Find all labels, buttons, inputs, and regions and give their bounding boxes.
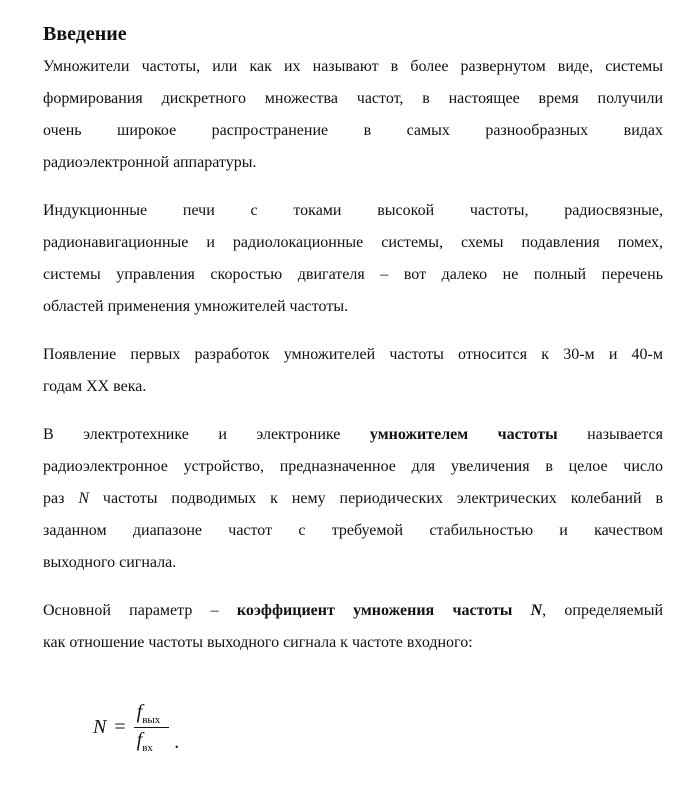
text-run: очень широкое распространение в самых разнообразных видах — [43, 122, 663, 139]
formula-frequency-multiplication-ratio — [93, 701, 663, 754]
formula-fraction — [134, 701, 170, 754]
text-line — [43, 419, 663, 451]
text-line — [43, 451, 663, 483]
text-run: формирования дискретного множества частот, в настоящее время получили — [43, 90, 663, 107]
italic-run: N — [78, 490, 90, 507]
bold-run: коэффициент умножения частоты — [236, 602, 531, 619]
text-line — [43, 371, 663, 403]
text-run: системы управления скоростью двигателя – вот далеко не полный перечень — [43, 266, 663, 283]
bold-run: умножителем частоты — [369, 426, 558, 443]
text-run: , определяемый — [542, 602, 664, 619]
text-run: радиоэлектронной аппаратуры. — [43, 154, 257, 171]
text-run: радионавигационные и радиолокационные системы, схемы подавления помех, — [43, 234, 663, 251]
denominator-subscript: вх — [142, 742, 153, 754]
text-line — [43, 83, 663, 115]
paragraph — [43, 51, 663, 179]
text-line — [43, 147, 663, 179]
text-line — [43, 51, 663, 83]
text-line — [43, 227, 663, 259]
bold-italic-run: N — [530, 602, 543, 619]
page-title: Введение — [43, 23, 127, 45]
paragraph — [43, 195, 663, 323]
text-line — [43, 627, 663, 659]
text-line — [43, 515, 663, 547]
text-run: раз — [43, 490, 79, 507]
formula-denominator — [134, 728, 170, 754]
document-body — [43, 51, 663, 659]
text-line — [43, 259, 663, 291]
text-run: частоты подводимых к нему периодических электрических колебаний в — [89, 490, 663, 507]
text-run: как отношение частоты выходного сигнала к частоте входного: — [43, 634, 473, 651]
formula-trailing-period: . — [174, 731, 180, 753]
text-run: Умножители частоты, или как их называют в более развернутом виде, системы — [43, 58, 663, 75]
numerator-symbol: f — [136, 701, 143, 723]
text-line — [43, 595, 663, 627]
text-run: заданном диапазоне частот с требуемой стабильностью и качеством — [43, 522, 663, 539]
text-run: выходного сигнала. — [43, 554, 177, 571]
paragraph — [43, 419, 663, 579]
numerator-subscript: вых — [142, 714, 161, 726]
text-run: называется — [557, 426, 663, 443]
text-run: радиоэлектронное устройство, предназначенное для увеличения в целое число — [43, 458, 663, 475]
text-line — [43, 291, 663, 323]
denominator-symbol: f — [136, 729, 143, 751]
paragraph — [43, 595, 663, 659]
text-run: областей применения умножителей частоты. — [43, 298, 349, 315]
formula-numerator — [134, 701, 170, 728]
text-line — [43, 339, 663, 371]
paragraph — [43, 339, 663, 403]
text-line — [43, 195, 663, 227]
text-line — [43, 483, 663, 515]
text-run: Индукционные печи с токами высокой частоты, радиосвязные, — [43, 202, 663, 219]
text-run: Основной параметр – — [43, 602, 237, 619]
formula-variable: N — [93, 716, 107, 738]
text-line — [43, 115, 663, 147]
formula-equals-sign: = — [114, 716, 126, 738]
text-run: В электротехнике и электронике — [43, 426, 370, 443]
text-line — [43, 547, 663, 579]
text-run: годам XX века. — [43, 378, 147, 395]
text-run: Появление первых разработок умножителей частоты относится к 30-м и 40-м — [43, 346, 663, 363]
